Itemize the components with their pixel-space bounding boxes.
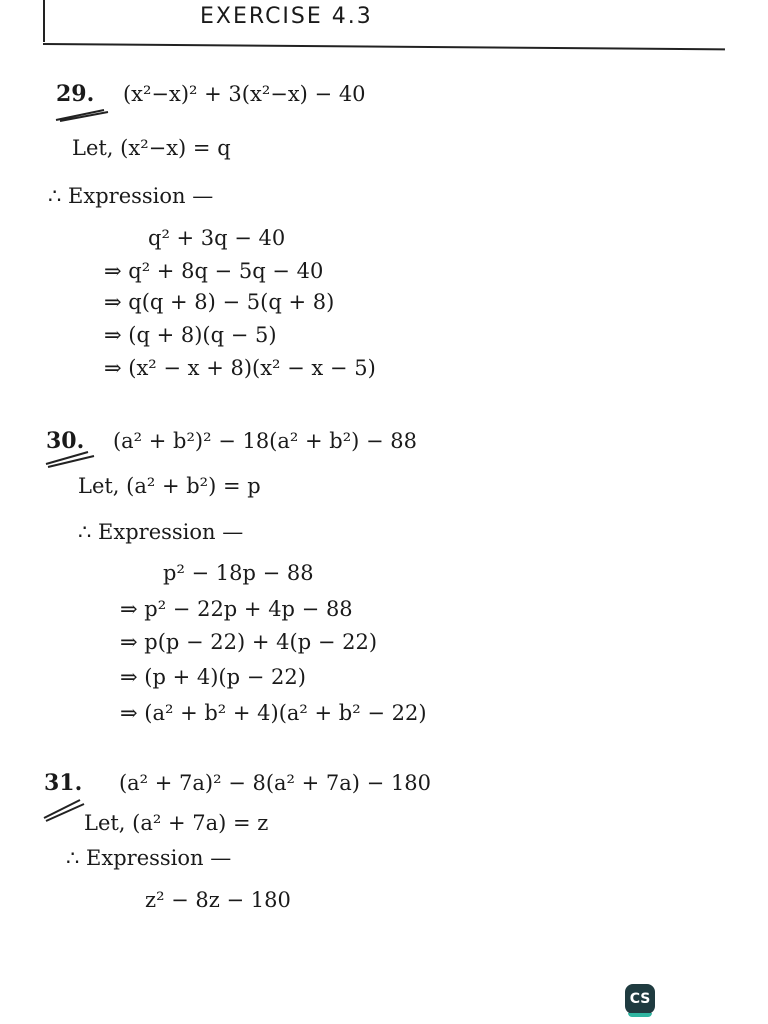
margin-line xyxy=(43,0,45,42)
let-statement: Let, (a² + b²) = p xyxy=(78,474,261,498)
camscanner-logo: CS xyxy=(625,984,655,1014)
therefore-statement: ∴ Expression — xyxy=(78,520,244,544)
step: z² − 8z − 180 xyxy=(145,888,291,912)
step: ⇒ (p + 4)(p − 22) xyxy=(120,665,306,689)
problem-number: 29. xyxy=(56,81,95,107)
page-title: EXERCISE 4.3 xyxy=(200,4,373,29)
problem-expression: (a² + b²)² − 18(a² + b²) − 88 xyxy=(112,429,417,453)
problem-expression: (a² + 7a)² − 8(a² + 7a) − 180 xyxy=(118,771,432,795)
problem-29 xyxy=(56,83,366,105)
problem-expression: (x²−x)² + 3(x²−x) − 40 xyxy=(122,82,366,106)
step: ⇒ (x² − x + 8)(x² − x − 5) xyxy=(104,356,376,380)
step: q² + 3q − 40 xyxy=(148,226,286,250)
double-underline-mark xyxy=(42,448,102,468)
step: ⇒ (q + 8)(q − 5) xyxy=(104,323,277,347)
let-statement: Let, (a² + 7a) = z xyxy=(84,811,269,835)
step: ⇒ (a² + b² + 4)(a² + b² − 22) xyxy=(120,701,427,725)
step: ⇒ q² + 8q − 5q − 40 xyxy=(104,259,324,283)
therefore-statement: ∴ Expression — xyxy=(48,184,214,208)
header-rule xyxy=(43,43,725,50)
double-underline-mark xyxy=(52,106,112,122)
let-statement: Let, (x²−x) = q xyxy=(72,136,231,160)
step: ⇒ q(q + 8) − 5(q + 8) xyxy=(104,290,335,314)
therefore-statement: ∴ Expression — xyxy=(66,846,232,870)
problem-number: 30. xyxy=(46,428,85,454)
step: ⇒ p(p − 22) + 4(p − 22) xyxy=(120,630,378,654)
problem-number: 31. xyxy=(44,770,83,796)
double-underline-mark xyxy=(40,796,90,822)
problem-31 xyxy=(44,772,431,794)
step: p² − 18p − 88 xyxy=(163,561,314,585)
step: ⇒ p² − 22p + 4p − 88 xyxy=(120,597,353,621)
